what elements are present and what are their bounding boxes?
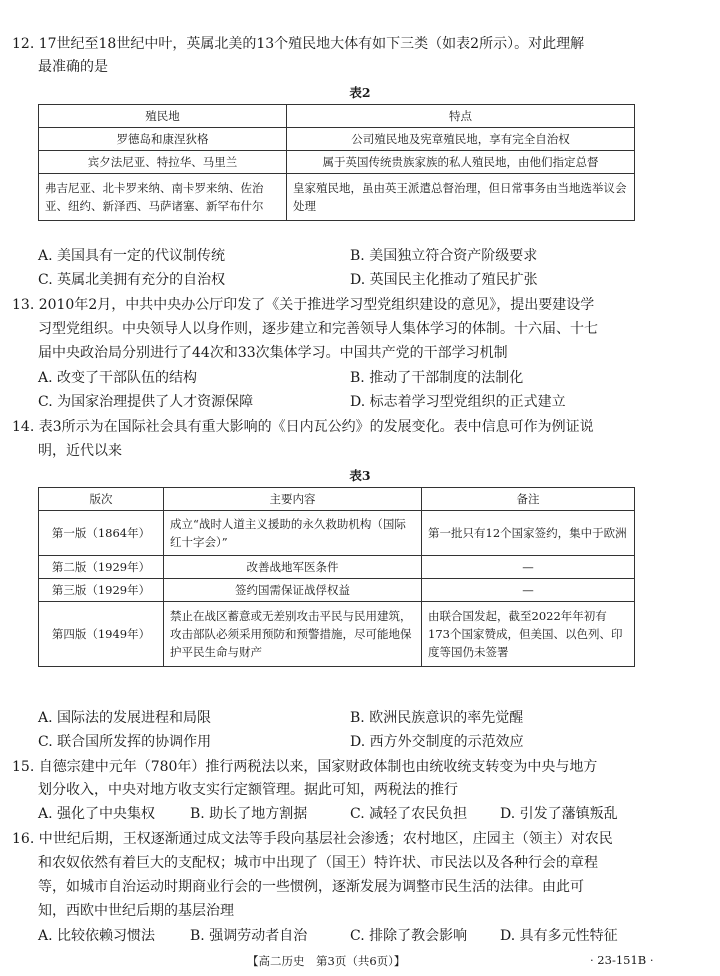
q13-option-a[interactable]: A. 改变了干部队伍的结构 [38, 370, 198, 386]
table-cell: 第一版（1864年） [39, 511, 164, 556]
q12-option-c[interactable]: C. 英属北美拥有充分的自治权 [38, 272, 226, 288]
table-row [39, 511, 635, 556]
table-cell: 第二版（1929年） [39, 556, 164, 579]
q14-option-d[interactable]: D. 西方外交制度的示范效应 [350, 734, 524, 750]
table-header-cell: 主要内容 [164, 488, 422, 511]
table-cell: — [422, 579, 635, 602]
table-row [39, 128, 635, 151]
q16-stem-line3: 等，如城市自治运动时期商业行会的一些惯例，逐渐发展为调整市民生活的法律。由此可 [38, 879, 584, 895]
table3 [38, 487, 635, 667]
q16-stem-line4: 知，西欧中世纪后期的基层治理 [38, 903, 234, 919]
q12-stem-line1: 12. 17世纪至18世纪中叶，英属北美的13个殖民地大体有如下三类（如表2所示）。对此理解 [12, 36, 585, 52]
q13-stem-line2: 习型党组织。中央领导人以身作则，逐步建立和完善领导人集体学习的体制。十六届、十七 [38, 321, 598, 337]
q16-stem-line2: 和农奴依然有着巨大的支配权；城市中出现了（国王）特许状、市民法以及各种行会的章程 [38, 855, 598, 871]
table-cell: 皇家殖民地，虽由英王派遣总督治理，但日常事务由当地选举议会处理 [287, 174, 635, 221]
q14-option-a[interactable]: A. 国际法的发展进程和局限 [38, 710, 212, 726]
table-cell: 第一批只有12个国家签约，集中于欧洲 [422, 511, 635, 556]
q15-option-c[interactable]: C. 减轻了农民负担 [350, 806, 468, 822]
table-row [39, 174, 635, 221]
table-header-row [39, 105, 635, 128]
table2-caption: 表2 [349, 85, 371, 100]
table-cell: 改善战地军医条件 [164, 556, 422, 579]
q16-option-d[interactable]: D. 具有多元性特征 [500, 928, 618, 944]
table-header-row [39, 488, 635, 511]
q14-option-c[interactable]: C. 联合国所发挥的协调作用 [38, 734, 212, 750]
table-cell: 签约国需保证战俘权益 [164, 579, 422, 602]
q13-option-d[interactable]: D. 标志着学习型党组织的正式建立 [350, 394, 566, 410]
q12-option-b[interactable]: B. 美国独立符合资产阶级要求 [350, 248, 538, 264]
q15-option-d[interactable]: D. 引发了藩镇叛乱 [500, 806, 618, 822]
q16-option-b[interactable]: B. 强调劳动者自治 [190, 928, 308, 944]
q15-stem-line1: 15. 自德宗建中元年（780年）推行两税法以来，国家财政体制也由统收统支转变为中央与地方 [12, 759, 598, 775]
q16-option-a[interactable]: A. 比较依赖习惯法 [38, 928, 156, 944]
table-cell: 成立“战时人道主义援助的永久救助机构（国际红十字会）” [164, 511, 422, 556]
table-cell: 宾夕法尼亚、特拉华、马里兰 [39, 151, 287, 174]
q13-stem-line1: 13. 2010年2月，中共中央办公厅印发了《关于推进学习型党组织建设的意见》，提出要建设学 [12, 297, 595, 313]
table-cell: 第三版（1929年） [39, 579, 164, 602]
table-cell: 属于英国传统贵族家族的私人殖民地，由他们指定总督 [287, 151, 635, 174]
paper-code: · 23-151B · [590, 953, 654, 967]
table-cell: 第四版（1949年） [39, 602, 164, 667]
q14-stem-line1: 14. 表3所示为在国际社会具有重大影响的《日内瓦公约》的发展变化。表中信息可作为例证说 [12, 419, 594, 435]
q15-option-b[interactable]: B. 助长了地方割据 [190, 806, 308, 822]
table-cell: 罗德岛和康涅狄格 [39, 128, 287, 151]
q13-stem-line3: 届中央政治局分别进行了44次和33次集体学习。中国共产党的干部学习机制 [38, 345, 508, 361]
table-cell: 由联合国发起，截至2022年年初有173个国家赞成，但美国、以色列、印度等国仍未签署 [422, 602, 635, 667]
table-header-cell: 殖民地 [39, 105, 287, 128]
q12-option-a[interactable]: A. 美国具有一定的代议制传统 [38, 248, 226, 264]
table-header-cell: 版次 [39, 488, 164, 511]
table-cell: 禁止在战区蓄意或无差别攻击平民与民用建筑，攻击部队必须采用预防和预警措施，尽可能地保护平民生命与财产 [164, 602, 422, 667]
q15-option-a[interactable]: A. 强化了中央集权 [38, 806, 156, 822]
q16-option-c[interactable]: C. 排除了教会影响 [350, 928, 468, 944]
table-cell: — [422, 556, 635, 579]
q12-stem-line2: 最准确的是 [38, 59, 108, 75]
q14-option-b[interactable]: B. 欧洲民族意识的率先觉醒 [350, 710, 524, 726]
table2 [38, 104, 635, 221]
table-row [39, 602, 635, 667]
table-cell: 弗吉尼亚、北卡罗来纳、南卡罗来纳、佐治亚、纽约、新泽西、马萨诸塞、新罕布什尔 [39, 174, 287, 221]
table3-caption: 表3 [349, 468, 371, 483]
q15-stem-line2: 划分收入，中央对地方收支实行定额管理。据此可知，两税法的推行 [38, 782, 458, 798]
table-header-cell: 特点 [287, 105, 635, 128]
q13-option-c[interactable]: C. 为国家治理提供了人才资源保障 [38, 394, 254, 410]
table-cell: 公司殖民地及宪章殖民地，享有完全自治权 [287, 128, 635, 151]
table-row [39, 579, 635, 602]
table-row [39, 151, 635, 174]
q13-option-b[interactable]: B. 推动了干部制度的法制化 [350, 370, 524, 386]
page-footer: 【高二历史 第3页（共6页）】 [247, 954, 406, 968]
q16-stem-line1: 16. 中世纪后期，王权逐渐通过成文法等手段向基层社会渗透；农村地区，庄园主（领主）对农民 [12, 831, 613, 847]
q12-option-d[interactable]: D. 英国民主化推动了殖民扩张 [350, 272, 538, 288]
q14-stem-line2: 明，近代以来 [38, 443, 122, 459]
table-header-cell: 备注 [422, 488, 635, 511]
table-row [39, 556, 635, 579]
